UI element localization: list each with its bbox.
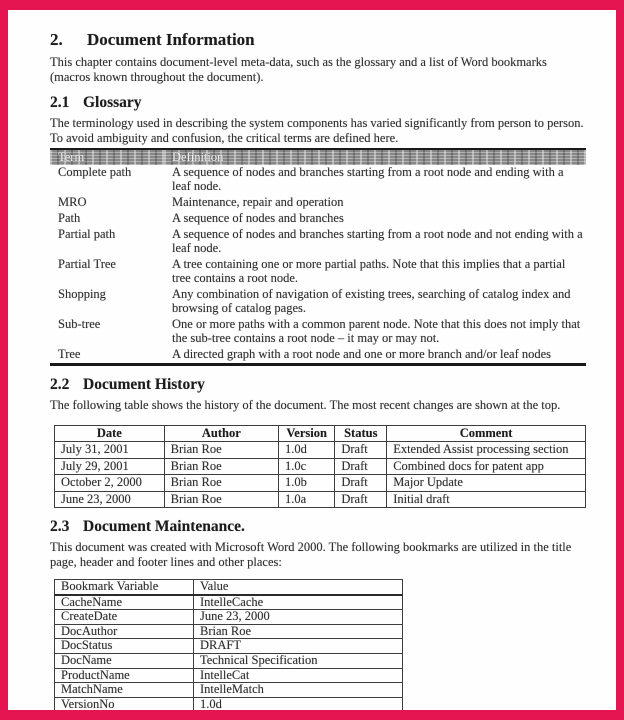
- history-status: Draft: [335, 475, 387, 492]
- section-2-heading: [50, 30, 586, 50]
- history-date: June 23, 2000: [55, 491, 165, 508]
- history-comment: Extended Assist processing section: [387, 442, 586, 459]
- glossary-definition: A sequence of nodes and branches: [172, 211, 344, 225]
- history-comment: Initial draft: [387, 491, 586, 508]
- section-2-1-title: Glossary: [83, 94, 142, 111]
- glossary-term: Path: [58, 211, 81, 225]
- bookmark-row: [55, 595, 403, 610]
- bookmark-variable: DocName: [55, 653, 194, 668]
- glossary-row: [50, 287, 586, 317]
- bookmark-table: [54, 579, 403, 710]
- glossary-term: Partial path: [58, 227, 116, 241]
- bookmark-value: IntelleMatch: [194, 683, 403, 698]
- maintenance-intro: This document was created with Microsoft Word 2000. The following bookmarks are utilized in the title page, header and footer lines and other places:: [50, 540, 572, 569]
- section-2-2-title: Document History: [83, 376, 205, 393]
- glossary-header-definition: Definition: [164, 149, 586, 165]
- history-author: Brian Roe: [164, 475, 278, 492]
- history-author: Brian Roe: [164, 491, 278, 508]
- section-2-3-number: 2.3: [50, 518, 70, 535]
- bookmark-row: [55, 653, 403, 668]
- bookmark-value: 1.0d: [194, 697, 403, 710]
- bookmark-row: [55, 683, 403, 698]
- glossary-definition: A sequence of nodes and branches starting from a root node and ending with a leaf node.: [172, 165, 564, 193]
- bookmark-value: Brian Roe: [194, 624, 403, 639]
- bookmark-header-variable: Bookmark Variable: [55, 580, 194, 595]
- bookmark-variable: ProductName: [55, 668, 194, 683]
- glossary-term: MRO: [58, 195, 87, 209]
- history-table: [54, 425, 586, 509]
- history-header-version: Version: [278, 425, 334, 442]
- history-header-date: Date: [55, 425, 165, 442]
- glossary-table: [50, 148, 586, 366]
- document-page: [8, 10, 616, 710]
- bookmark-variable: VersionNo: [55, 697, 194, 710]
- glossary-intro: The terminology used in describing the system components has varied significantly from person to person. To avoid ambiguity and confusion, the critical terms are defined here.: [50, 116, 584, 145]
- bookmark-header-value: Value: [194, 580, 403, 595]
- history-header-author: Author: [164, 425, 278, 442]
- section-2-2-number: 2.2: [50, 376, 70, 393]
- bookmark-row: [55, 668, 403, 683]
- bookmark-value: Technical Specification: [194, 653, 403, 668]
- history-comment: Major Update: [387, 475, 586, 492]
- glossary-term: Complete path: [58, 165, 132, 179]
- history-header-comment: Comment: [387, 425, 586, 442]
- section-2-number: 2.: [50, 30, 63, 49]
- history-version: 1.0c: [278, 458, 334, 475]
- bookmark-variable: MatchName: [55, 683, 194, 698]
- history-date: July 29, 2001: [55, 458, 165, 475]
- bookmark-value: IntelleCat: [194, 668, 403, 683]
- glossary-row: [50, 347, 586, 365]
- history-header-row: [55, 425, 586, 442]
- history-row: [55, 458, 586, 475]
- section-2-title: Document Information: [87, 30, 255, 49]
- glossary-header-row: [50, 149, 586, 165]
- glossary-row: [50, 165, 586, 195]
- history-author: Brian Roe: [164, 442, 278, 459]
- bookmark-row: [55, 697, 403, 710]
- history-status: Draft: [335, 491, 387, 508]
- glossary-definition: Maintenance, repair and operation: [172, 195, 344, 209]
- glossary-row: [50, 211, 586, 227]
- glossary-definition: Any combination of navigation of existing trees, searching of catalog index and browsing of catalog pages.: [172, 287, 571, 315]
- glossary-row: [50, 227, 586, 257]
- history-version: 1.0d: [278, 442, 334, 459]
- history-intro: The following table shows the history of the document. The most recent changes are shown at the top.: [50, 398, 561, 412]
- bookmark-value: DRAFT: [194, 639, 403, 654]
- history-row: [55, 442, 586, 459]
- glossary-definition: A tree containing one or more partial paths. Note that this implies that a partial tree contains a root node.: [172, 257, 566, 285]
- glossary-row: [50, 257, 586, 287]
- bookmark-row: [55, 624, 403, 639]
- glossary-term: Sub-tree: [58, 317, 101, 331]
- history-version: 1.0a: [278, 491, 334, 508]
- history-row: [55, 475, 586, 492]
- section-2-3-heading: [50, 518, 586, 536]
- history-author: Brian Roe: [164, 458, 278, 475]
- section-2-2-heading: [50, 376, 586, 394]
- bookmark-variable: CreateDate: [55, 610, 194, 625]
- bookmark-variable: DocAuthor: [55, 624, 194, 639]
- bookmark-variable: CacheName: [55, 595, 194, 610]
- history-version: 1.0b: [278, 475, 334, 492]
- glossary-definition: A directed graph with a root node and one or more branch and/or leaf nodes: [172, 347, 552, 361]
- bookmark-value: June 23, 2000: [194, 610, 403, 625]
- glossary-row: [50, 195, 586, 211]
- history-status: Draft: [335, 458, 387, 475]
- bookmark-value: IntelleCache: [194, 595, 403, 610]
- history-status: Draft: [335, 442, 387, 459]
- section-2-paragraph: This chapter contains document-level meta-data, such as the glossary and a list of Word bookmarks (macros known throughout the document).: [50, 55, 547, 84]
- glossary-term: Partial Tree: [58, 257, 116, 271]
- history-date: July 31, 2001: [55, 442, 165, 459]
- section-2-1-heading: [50, 94, 586, 112]
- section-2-3-title: Document Maintenance.: [83, 518, 245, 535]
- glossary-row: [50, 317, 586, 347]
- history-header-status: Status: [335, 425, 387, 442]
- bookmark-variable: DocStatus: [55, 639, 194, 654]
- glossary-definition: One or more paths with a common parent node. Note that this does not imply that the sub-tree contains a root node – it may or may not.: [172, 317, 581, 345]
- glossary-term: Tree: [58, 347, 81, 361]
- history-comment: Combined docs for patent app: [387, 458, 586, 475]
- history-date: October 2, 2000: [55, 475, 165, 492]
- glossary-definition: A sequence of nodes and branches starting from a root node and not ending with a leaf node.: [172, 227, 583, 255]
- section-2-1-number: 2.1: [50, 94, 70, 111]
- bookmark-row: [55, 639, 403, 654]
- glossary-term: Shopping: [58, 287, 106, 301]
- history-row: [55, 491, 586, 508]
- bookmark-header-row: [55, 580, 403, 595]
- bookmark-row: [55, 610, 403, 625]
- glossary-header-term: Term: [50, 149, 164, 165]
